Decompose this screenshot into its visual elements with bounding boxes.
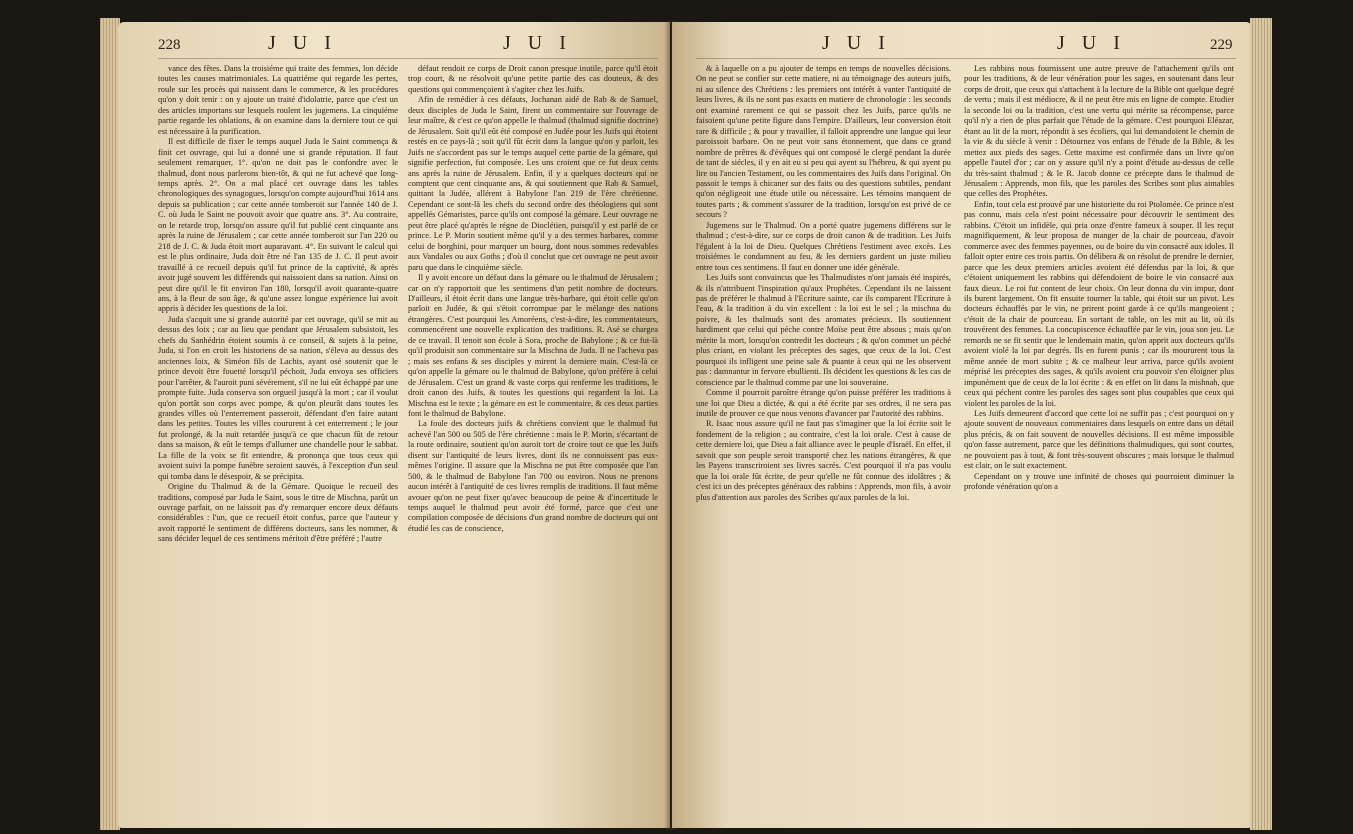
paragraph: Cependant on y trouve une infinité de choses qui pourroient diminuer la profonde vénération qu'on a [964, 471, 1234, 492]
paragraph: Il est difficile de fixer le temps auquel Juda le Saint commença & finit cet ouvrage, qui lui a donné une si grande réputation. Il faut seulement remarquer, 1°. qu'on ne doit pas le confondre avec le thalmud, dont nous parlerons bien-tôt, & qui ne fut achevé que long-temps après. 2°. On a mal placé cet ouvrage dans les tables chronologiques des synagogues, lorsqu'on compte aujourd'hui 1614 ans depuis sa publication ; car cette année tomberoit sur l'année 140 de J. C. où Juda le Saint ne pouvoit avoir que quatre ans. 3°. Au contraire, on le retarde trop, lorsqu'on assure qu'il fut publié cent cinquante ans après la ruine de Jérusalem ; car cette année tomberoit sur l'an 220 ou 218 de J. C. & Juda étoit mort auparavant. 4°. En suivant le calcul qui est le plus ordinaire, Juda doit être né l'an 135 de J. C. Il peut avoir travaillé à ce recueil depuis qu'il fut prince de la captivité, & après avoir jugé souvent les différends qui naissoient dans sa nation. Ainsi on peut dire qu'il le fit environ l'an 180, lorsqu'il avoit quarante-quatre ans, à la fleur de son âge, & qu'une assez longue expérience lui avoit appris à décider les questions de la loi. [158, 137, 398, 314]
paragraph: Il y avoit encore un défaut dans la gémare ou le thalmud de Jérusalem ; car on n'y rapportoit que les sentimens d'un petit nombre de docteurs. D'ailleurs, il étoit écrit dans une langue très-barbare, qui étoit celle qu'on parloit en Judée, & qui s'étoit corrompue par le mélange des nations étrangères. C'est pourquoi les Amoréens, c'est-à-dire, les commentateurs, commencérent une nouvelle explication des traditions. R. Asé se chargea de ce travail. Il tenoit son école à Sora, proche de Babylone ; & ce fut-là qu'il produisit son commentaire sur la Mischna de Juda. Il ne l'acheva pas ; mais ses enfans & ses disciples y mirent la derniere main. C'est-là ce qu'on appelle la gémare ou le thalmud de Babylone, qu'on préfére à celui de Jérusalem. C'est un grand & vaste corps qui renferme les traditions, le droit canon des Juifs, & toutes les questions qui regardent la loi. La Mischna est le texte ; la gémare en est le commentaire, & ces deux parties font le thalmud de Babylone. [408, 273, 658, 418]
paragraph: défaut rendoit ce corps de Droit canon presque inutile, parce qu'il étoit trop court, & ne résolvoit qu'une petite partie des cas douteux, & des questions qui commençoient à s'agiter chez les Juifs. [408, 64, 658, 94]
left-page-edges [100, 18, 120, 830]
paragraph: Les Juifs sont convaincus que les Thalmudistes n'ont jamais été inspirés, & ils n'attribuent l'inspiration qu'aux Prophétes. Cependant ils ne laissent pas de préférer le thalmud à l'Ecriture sainte, car ils comparent l'Ecriture à l'eau, & la tradition à du vin excellent : la loi est le sel ; la mischna du poivre, & les thalmuds sont des aromates précieux. Ils soutiennent hardiment que celui qui péche contre Moïse peut être absous ; mais qu'on mérite la mort, lorsqu'on contredit les docteurs ; & qu'on commet un péché plus criant, en violant les préceptes des sages, que ceux de la loi. C'est pourquoi ils infligent une peine sale & puante à ceux qui ne les observent pas : damnantur in fervore ebullienti. Ils décident les questions & les cas de conscience par le thalmud comme par une loi souveraine. [696, 273, 951, 387]
left-column-1 [158, 64, 398, 824]
left-header-2: J U I [503, 32, 572, 54]
paragraph: Jugemens sur le Thalmud. On a porté quatre jugemens différens sur le thalmud ; c'est-à-dire, sur ce corps de droit canon & de tradition. Les Juifs l'égalent à la loi de Dieu. Quelques Chrétiens l'estiment avec excès. Les troisiémes le condamnent au feu, & les derniers gardent un juste milieu entre tous ces sentimens. Il faut en donner une idée générale. [696, 220, 951, 272]
paragraph: vance des fêtes. Dans la troisiéme qui traite des femmes, lon décide toutes les causes matrimoniales. La quatriéme qui regarde les pertes, roule sur les procès qui naissent dans le commerce, & les procédures qu'on y doit tenir : on y ajoute un traité d'idolatrie, parce que c'est un des articles importans sur lesquels roulent les jugemens. La cinquiéme partie regarde les oblations, & on examine dans la derniere tout ce qui est nécessaire à la purification. [158, 64, 398, 136]
paragraph: Les Juifs demeurent d'accord que cette loi ne suffit pas ; c'est pourquoi on y ajoute souvent de nouveaux commentaires dans lesquels on entre dans un détail plus précis, & on fait souvent de nouvelles décisions. Il est même impossible qu'on fasse autrement, parce que les définitions thalmudiques, qui sont courtes, ne pouvoient pas à tout, & font très-souvent obscures ; mais lorsque le thalmud est clair, on le suit exactement. [964, 408, 1234, 471]
paragraph: Afin de remédier à ces défauts, Jochanan aidé de Rab & de Samuel, deux disciples de Juda le Saint, firent un commentaire sur l'ouvrage de leur maître, & c'est ce qu'on appelle le thalmud (thalmud signifie doctrine) de Jérusalem. Soit qu'il eût été composé en Judée pour les Juifs qui étoient restés en ce pays-là ; soit qu'il fût écrit dans la langue qu'on y parloit, les Juifs ne s'accordent pas sur le temps auquel cette partie de la gémare, qui signifie perfection, fut composée. Les uns croient que ce fut deux cents ans après la ruine de Jérusalem. Enfin, il y a quelques docteurs qui ne comptent que cent cinquante ans, & qui soutiennent que Rab & Samuel, quittant la Judée, allérent à Babylone l'an 219 de l'ère chrétienne. Cependant ce sont-là les chefs du second ordre des théologiens qui sont appellés Gémaristes, parce qu'ils ont composé la gémare. Leur ouvrage ne peut être placé qu'après le régne de Dioclétien, puisqu'il y est parlé de ce prince. Le P. Morin soutient même qu'il y a des termes barbares, comme celui de borghini, pour marquer un bourg, dont nous sommes redevables aux Vandales ou aux Goths ; d'où il conclut que cet ouvrage ne peut avoir paru que dans le cinquième siècle. [408, 95, 658, 272]
right-page-edges [1250, 18, 1272, 830]
left-header-1: J U I [268, 32, 337, 54]
paragraph: Les rabbins nous fournissent une autre preuve de l'attachement qu'ils ont pour les traditions, & de leur vénération pour les sages, en soutenant dans leur corps de droit, que ceux qui s'attachent à la lecture de la Bible ont quelque degré de vertu ; mais il est médiocre, & il ne peut être mis en ligne de compte. Etudier la seconde loi ou la tradition, c'est une vertu qui mérite sa récompense, parce qu'il n'y a rien de plus parfait que l'étude de la gémare. C'est pourquoi Eléazar, étant au lit de la mort, répondit à ses écoliers, qui lui demandoient le chemin de la vie & du siècle à venir : Détournez vos enfans de l'étude de la Bible, & les mettez aux pieds des sages. Cette maxime est confirmée dans un livre qu'on appelle l'autel d'or ; car on y assure qu'il n'y a point d'étude au-dessus de celle du très-saint thalmud ; & le R. Jacob donne ce précepte dans le thalmud de Jérusalem : Apprends, mon fils, que les paroles des Scribes sont plus aimables que celles des Prophétes. [964, 64, 1234, 199]
right-column-2 [964, 64, 1234, 824]
paragraph: R. Isaac nous assure qu'il ne faut pas s'imaginer que la loi écrite soit le fondement de la religion ; au contraire, c'est la loi orale. C'est à cause de cette derniere loi, que Dieu a fait alliance avec le peuple d'Israël. En effet, il savoit que son peuple seroit transporté chez les nations étrangères, & que les Payens transcriroient ses livres sacrés. C'est pourquoi il n'a pas voulu que la loi orale fût écrite, de peur qu'elle ne fût connue des idolâtres ; & c'est ici un des préceptes généraux des rabbins : Apprends, mon fils, à avoir plus d'attention aux paroles des Scribes qu'aux paroles de la loi. [696, 419, 951, 502]
right-header-1: J U I [822, 32, 891, 54]
left-header-rule [158, 58, 658, 59]
paragraph: La foule des docteurs juifs & chrétiens convient que le thalmud fut achevé l'an 500 ou 505 de l'ère chrétienne : mais le P. Morin, s'écartant de la route ordinaire, soutient qu'on auroit tort de croire tout ce que les Juifs disent sur l'antiquité de leurs livres, dont ils ne connoissent pas eux-mêmes l'origine. Il assure que la Mischna ne put être composée que l'an 500, & le thalmud de Babylone l'an 700 ou environ. Nous ne prenons aucun intérêt à l'antiquité de ces livres remplis de traditions. Il faut même avouer qu'on ne peut fixer qu'avec beaucoup de peine & d'incertitude le temps auquel le thalmud peut avoir été formé, parce que c'est une compilation composée de décisions d'un grand nombre de docteurs qui ont étudié les cas de conscience, [408, 419, 658, 533]
right-page [672, 22, 1252, 828]
left-page-number: 228 [158, 37, 181, 53]
paragraph: Juda s'acquit une si grande autorité par cet ouvrage, qu'il se mit au dessus des loix ; car au lieu que pendant que Jérusalem subsistoit, les chefs du Sanhédrin étoient soumis à ce conseil, & sujets à la peine, Juda, si l'on en croit les historiens de sa nation, s'éleva au dessus des anciennes loix, & Siméon fils de Lachis, ayant osé soutenir que le prince devoit être fouetté lorsqu'il péchoit, Juda envoya ses officiers pour l'arrêter, & l'auroit puni sévérement, s'il ne lui eût échappé par une prompte fuite. Juda conserva son orgueil jusqu'à la mort ; car il voulut qu'on portât son corps avec pompe, & qu'on pleurât dans toutes les grandes villes où l'enterrement passeroit, défendant d'en faire autant dans les petites. Toutes les villes coururent à cet enterrement ; le jour fut prolongé, & la nuit retardée jusqu'à ce que chacun fût de retour dans sa maison, & eût le temps d'allumer une chandelle pour le sabbat. La fille de la voix se fit entendre, & prononça que tous ceux qui avoient suivi la pompe funèbre seroient sauvés, à l'exception d'un seul qui tomba dans le désespoir, & se précipita. [158, 314, 398, 481]
right-page-number: 229 [1210, 37, 1233, 53]
left-page [118, 22, 670, 828]
paragraph: Enfin, tout cela est prouvé par une historiette du roi Ptolomée. Ce prince n'est pas connu, mais cela n'est point nécessaire pour découvrir le sentiment des rabbins. C'étoit un infidèle, qui pria onze d'entre fameux à souper. Il les reçut magnifiquement, & leur proposa de manger de la chair de pourceau, d'avoir commerce avec des femmes payennes, ou de boire du vin consacré aux idoles. Il falloit opter entre ces trois partis. On délibera & on résolut de prendre le dernier, parce que les deux premiers articles avoient été défendus par la loi, & que c'étoient uniquement les rabbins qui défendoient de boire le vin consacré aux faux dieux. Le roi fut content de leur choix. On leur donna du vin impur, dont ils burent largement. On fit ensuite tourner la table, qui étoit sur un pivot. Les docteurs échauffés par le vin, ne prirent point garde à ce qu'ils mangeoient ; c'étoit de la chair de pourceau. En sortant de table, on les mit au lit, où ils trouvérent des femmes. La concupiscence échauffée par le vin, joua son jeu. Le remords ne se fit sentir que le lendemain matin, qu'on apprit aux docteurs qu'ils avoient violé la loi par degrés. Ils en furent punis ; car ils moururent tous la même année de mort subite ; & ce malheur leur arriva, parce qu'ils avoient méprisé les préceptes des sages, & qu'ils avoient cru pouvoir s'en éloigner plus impunément que de ceux de la loi écrite : & en effet on lit dans la mishnah, que ceux qui péchent contre les paroles des sages sont plus coupables que ceux qui violent les paroles de la loi. [964, 199, 1234, 408]
paragraph: Origine du Thalmud & de la Gémare. Quoique le recueil des traditions, composé par Juda le Saint, sous le titre de Mischna, parût un ouvrage parfait, on ne laissoit pas d'y remarquer encore deux défauts considérables : l'un, que ce recueil étoit confus, parce que l'auteur y avoit rapporté le sentiment de différens docteurs, sans les nommer, & sans décider lequel de ces sentimens méritoit d'être préféré ; l'autre [158, 482, 398, 544]
left-column-2 [408, 64, 658, 824]
right-column-1 [696, 64, 951, 824]
paragraph: & à laquelle on a pu ajouter de temps en temps de nouvelles décisions. On ne peut se confier sur cette matiere, ni au témoignage des auteurs juifs, ni au silence des Chrétiens : les premiers ont intérêt à vanter l'antiquité de leurs livres, & ils ne sont pas exacts en matiere de chronologie : les seconds ont examiné rarement ce qui se passoit chez les Juifs, parce qu'ils ne faisoient qu'une petite figure dans l'empire. D'ailleurs, leur conversion étoit rare & difficile ; & pour y travailler, il falloit apprendre une langue qui leur paroissoit barbare. On ne peut voir sans étonnement, que dans ce grand nombre de prêtres & d'évêques qui ont composé le clergé pendant la durée de tant de siécles, il y en ait eu si peu qui ayent su l'hébreu, & qui ayent pu lire ou l'ancien Testament, ou les commentaires des Juifs dans l'original. On passoit le temps à chicaner sur des faits ou des questions subtiles, pendant qu'on négligeoit une étude utile ou nécessaire. Les témoins manquent de toutes parts ; & comment s'assurer de la tradition, lorsqu'on est privé de ce secours ? [696, 64, 951, 220]
paragraph: Comme il pourroit paroître étrange qu'on puisse préférer les traditions à une loi que Dieu a dictée, & qui a été écrite par ses ordres, il ne sera pas inutile de prouver ce que nous venons d'avancer par l'autorité des rabbins. [696, 388, 951, 418]
right-header-2: J U I [1057, 32, 1126, 54]
right-header-rule [696, 58, 1236, 59]
